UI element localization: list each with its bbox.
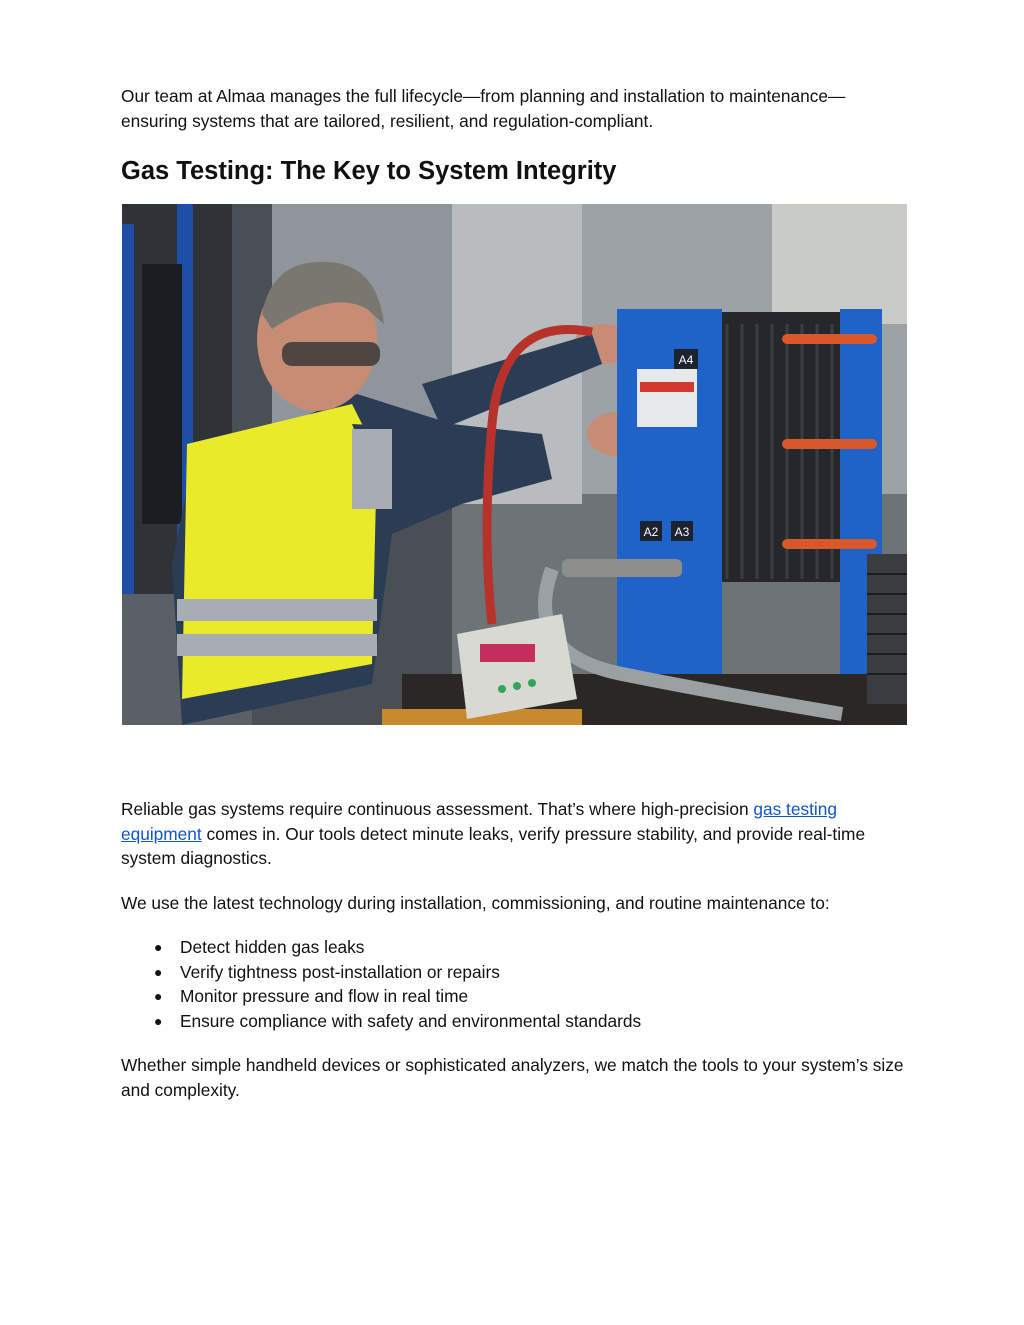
bullet-text: Monitor pressure and flow in real time xyxy=(180,986,469,1006)
bullet-list xyxy=(121,935,907,1033)
list-item xyxy=(121,960,907,985)
panel-tag-a3: A3 xyxy=(674,525,690,539)
equipment-paragraph-after-link: comes in. Our tools detect minute leaks, verify pressure stability, and provide real-time system diagnostics. xyxy=(121,823,866,868)
list-item xyxy=(121,1009,907,1034)
bullet-dot-icon: ● xyxy=(154,988,163,1004)
bullet-dot-icon: ● xyxy=(154,1012,163,1029)
document-page xyxy=(121,84,907,1102)
bullet-text: Ensure compliance with safety and environmental standards xyxy=(180,1010,642,1031)
intro-paragraph: Our team at Almaa manages the full lifecycle—from planning and installation to maintenance—ensuring systems that are tailored, resilient, and regulation-compliant. xyxy=(121,86,846,131)
section-heading: Gas Testing: The Key to System Integrity xyxy=(121,157,617,185)
list-item xyxy=(121,984,907,1009)
gas-testing-equipment-link[interactable]: gas testing equipment xyxy=(121,799,837,844)
gas-testing-photo xyxy=(122,204,907,725)
list-item xyxy=(121,935,907,960)
closing-paragraph: Whether simple handheld devices or sophisticated analyzers, we match the tools to your system’s size and complexity. xyxy=(121,1055,904,1100)
panel-tag-a4: A4 xyxy=(678,353,694,367)
equipment-paragraph xyxy=(121,797,907,871)
bullet-dot-icon: ● xyxy=(154,963,163,980)
equipment-paragraph-before-link: Reliable gas systems require continuous assessment. That’s where high-precision xyxy=(121,799,754,819)
panel-tag-a2: A2 xyxy=(643,525,659,539)
bullet-text: Verify tightness post-installation or repairs xyxy=(180,961,500,982)
bullet-text: Detect hidden gas leaks xyxy=(180,937,365,957)
technology-paragraph: We use the latest technology during installation, commissioning, and routine maintenance to: xyxy=(121,892,830,913)
bullet-dot-icon: ● xyxy=(154,939,163,955)
